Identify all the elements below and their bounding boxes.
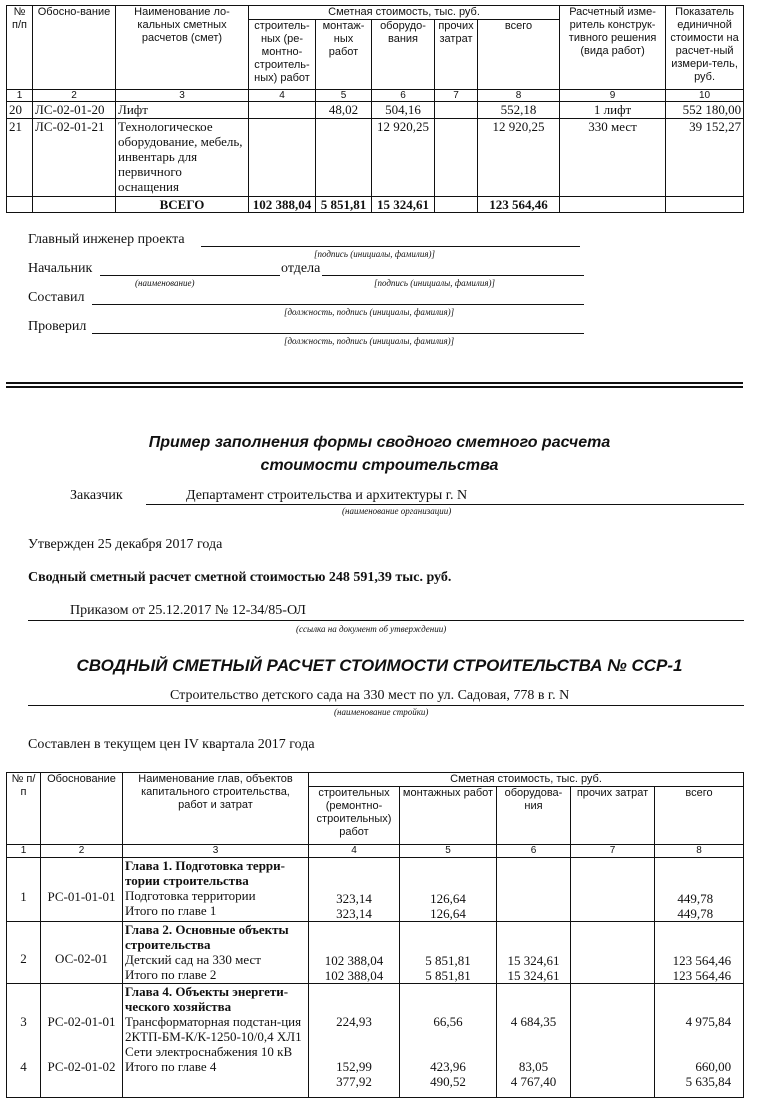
row-installation [316, 119, 372, 197]
chief-engineer-label: Главный инженер проекта [28, 232, 185, 247]
row-basis: РС-02-01-01 [47, 1014, 116, 1029]
row-num: 3 [20, 1014, 27, 1029]
signature-line [322, 275, 584, 276]
row-num: 20 [7, 102, 33, 119]
summary-text: Сводный сметный расчет сметной стоимостью 248 591,39 тыс. руб. [28, 570, 452, 585]
header-other: прочих затрат [435, 20, 478, 90]
row-name: Технологическое оборудование, мебель, инвентарь для первичного оснащения [116, 119, 249, 197]
total-other [435, 197, 478, 213]
prices-text: Составлен в текущем цен IV квартала 2017 года [28, 737, 315, 752]
header-basis: Обосно-вание [33, 6, 116, 90]
row-num: 4 [20, 1059, 27, 1074]
line-construction: 152,99 [336, 1059, 372, 1074]
row-num: 2 [7, 922, 41, 984]
table-row [7, 102, 744, 119]
checked-caption: [должность, подпись (инициалы, фамилия)] [284, 336, 455, 346]
header-cost-group: Сметная стоимость, тыс. руб. [309, 773, 744, 787]
header-num: № п/п [7, 6, 33, 90]
separator [6, 382, 743, 388]
header-equipment: оборудо-вания [372, 20, 435, 90]
row-equipment: 504,16 [372, 102, 435, 119]
line-installation: 423,96 [430, 1059, 466, 1074]
col-number: 5 [316, 90, 372, 102]
signature-line [100, 275, 280, 276]
header-total: всего [655, 787, 744, 845]
example-title-line1: Пример заполнения формы сводного сметного расчета [148, 434, 611, 451]
chapter-block [7, 984, 744, 1098]
chapter-block [7, 922, 744, 984]
total-equipment: 15 324,61 [372, 197, 435, 213]
row-construction [249, 119, 316, 197]
row-installation: 48,02 [316, 102, 372, 119]
col-number: 6 [497, 845, 571, 858]
row-basis: ЛС-02-01-21 [33, 119, 116, 197]
header-equipment: оборудова-ния [497, 787, 571, 845]
main-title: СВОДНЫЙ СМЕТНЫЙ РАСЧЕТ СТОИМОСТИ СТРОИТЕЛЬСТВА № ССР-1 [76, 656, 683, 675]
line-name: Подготовка территории [125, 888, 256, 903]
row-name: Лифт [116, 102, 249, 119]
header-unit: Расчетный изме-ритель конструк-тивного решения (вида работ) [560, 6, 666, 90]
row-basis: РС-01-01-01 [41, 858, 123, 922]
line-installation: 5 851,81 [425, 953, 471, 968]
head-caption: (наименование) [135, 278, 195, 288]
col-number: 3 [123, 845, 309, 858]
object-caption: (наименование стройки) [334, 707, 429, 717]
line-installation: 66,56 [433, 1014, 463, 1029]
line-equipment: 4 767,40 [510, 1074, 557, 1089]
line-construction: 102 388,04 [324, 968, 384, 983]
line-total: 449,78 [677, 891, 714, 906]
line-total: 4 975,84 [685, 1014, 732, 1029]
header-name: Наименование глав, объектов капитального строительства, работ и затрат [123, 773, 309, 845]
chief-engineer-caption: [подпись (инициалы, фамилия)] [314, 249, 435, 259]
col-number: 2 [33, 90, 116, 102]
chapter-title: Глава 4. Объекты энергети-ческого хозяйства [125, 984, 289, 1014]
line-other [573, 1014, 652, 1059]
row-equipment: 12 920,25 [372, 119, 435, 197]
total-installation: 5 851,81 [316, 197, 372, 213]
chapter-block [7, 858, 744, 922]
order-line [28, 620, 744, 621]
line-name: Трансформаторная подстан-ция 2КТП-БМ-К/К-1250-10/0,4 ХЛ1 [125, 1014, 302, 1044]
row-basis: ОС-02-01 [41, 922, 123, 984]
approved-text: Утвержден 25 декабря 2017 года [28, 537, 223, 552]
checked-label: Проверил [28, 319, 87, 334]
line-total: 449,78 [677, 906, 714, 921]
line-name: Сети электроснабжения 10 кВ [125, 1044, 293, 1059]
line-name: Итого по главе 4 [125, 1059, 217, 1074]
local-estimates-table [6, 5, 744, 213]
object-line [28, 705, 744, 706]
line-equipment: 4 684,35 [510, 1014, 557, 1029]
line-construction: 323,14 [336, 906, 372, 921]
col-number: 3 [116, 90, 249, 102]
customer-label: Заказчик [70, 488, 123, 503]
header-installation: монтаж-ных работ [316, 20, 372, 90]
row-indicator: 39 152,27 [666, 119, 744, 197]
row-basis: РС-02-01-02 [47, 1059, 116, 1074]
line-total: 123 564,46 [672, 953, 732, 968]
line-construction: 102 388,04 [324, 953, 384, 968]
line-installation: 490,52 [430, 1074, 466, 1089]
row-unit: 330 мест [560, 119, 666, 197]
header-cost-group: Сметная стоимость, тыс. руб. [249, 6, 560, 20]
row-construction [249, 102, 316, 119]
col-number: 8 [655, 845, 744, 858]
chapter-name-cell [123, 858, 309, 922]
header-indicator: Показатель единичной стоимости на расчет-ный измери-тель, руб. [666, 6, 744, 90]
compiled-label: Составил [28, 290, 85, 305]
col-number: 8 [478, 90, 560, 102]
line-name: Детский сад на 330 мест [125, 952, 261, 967]
row-indicator: 552 180,00 [666, 102, 744, 119]
department-label: отдела [281, 261, 321, 276]
example-title-line2: стоимости строительства [260, 457, 499, 474]
object-name: Строительство детского сада на 330 мест по ул. Садовая, 778 в г. N [170, 688, 570, 703]
row-other [435, 119, 478, 197]
row-num: 1 [7, 858, 41, 922]
line-equipment: 15 324,61 [507, 968, 560, 983]
line-total: 123 564,46 [672, 968, 732, 983]
customer-value: Департамент строительства и архитектуры г. N [186, 488, 468, 503]
row-basis: ЛС-02-01-20 [33, 102, 116, 119]
header-basis: Обоснование [41, 773, 123, 845]
col-number: 7 [435, 90, 478, 102]
order-text: Приказом от 25.12.2017 № 12-34/85-ОЛ [70, 603, 306, 618]
header-installation: монтажных работ [400, 787, 497, 845]
col-number: 5 [400, 845, 497, 858]
line-equipment: 83,05 [518, 1059, 549, 1074]
col-number: 1 [7, 90, 33, 102]
header-other: прочих затрат [571, 787, 655, 845]
line-installation: 126,64 [430, 906, 466, 921]
chapter-title: Глава 1. Подготовка терри-тории строительства [125, 858, 285, 888]
col-number: 7 [571, 845, 655, 858]
line-name: Итого по главе 1 [125, 903, 217, 918]
col-number: 10 [666, 90, 744, 102]
line-total: 660,00 [695, 1059, 732, 1074]
customer-caption: (наименование организации) [342, 506, 452, 516]
row-num: 21 [7, 119, 33, 197]
department-caption: [подпись (инициалы, фамилия)] [374, 278, 495, 288]
order-caption: (ссылка на документ об утверждении) [296, 624, 447, 634]
header-total: всего [478, 20, 560, 90]
header-construction: строительных (ремонтно-строительных) работ [309, 787, 400, 845]
col-number: 9 [560, 90, 666, 102]
line-installation: 126,64 [430, 891, 466, 906]
header-num: № п/п [7, 773, 41, 845]
line-construction: 323,14 [336, 891, 372, 906]
head-label: Начальник [28, 261, 93, 276]
col-number: 4 [309, 845, 400, 858]
header-construction: строитель-ных (ре-монтно-строитель-ных) работ [249, 20, 316, 90]
line-name: Итого по главе 2 [125, 967, 217, 982]
row-total: 552,18 [478, 102, 560, 119]
row-other [435, 102, 478, 119]
summary-estimate-table [6, 772, 744, 1098]
line-installation: 5 851,81 [425, 968, 471, 983]
total-label: ВСЕГО [116, 197, 249, 213]
customer-line [146, 504, 744, 505]
row-unit: 1 лифт [560, 102, 666, 119]
chapter-title: Глава 2. Основные объекты строительства [125, 922, 289, 952]
total-construction: 102 388,04 [249, 197, 316, 213]
header-name: Наименование ло-кальных сметных расчетов (смет) [116, 6, 249, 90]
col-number: 1 [7, 845, 41, 858]
line-total: 5 635,84 [685, 1074, 732, 1089]
col-number: 6 [372, 90, 435, 102]
signature-line [201, 246, 580, 247]
line-construction: 224,93 [336, 1014, 372, 1029]
total-total: 123 564,46 [478, 197, 560, 213]
table-row [7, 119, 744, 197]
col-number: 4 [249, 90, 316, 102]
line-equipment: 15 324,61 [507, 953, 560, 968]
signature-line [92, 333, 584, 334]
row-total: 12 920,25 [478, 119, 560, 197]
total-row [7, 197, 744, 213]
signature-line [92, 304, 584, 305]
chapter-name-cell [123, 984, 309, 1098]
chapter-name-cell [123, 922, 309, 984]
compiled-caption: [должность, подпись (инициалы, фамилия)] [284, 307, 455, 317]
col-number: 2 [41, 845, 123, 858]
line-construction: 377,92 [336, 1074, 372, 1089]
